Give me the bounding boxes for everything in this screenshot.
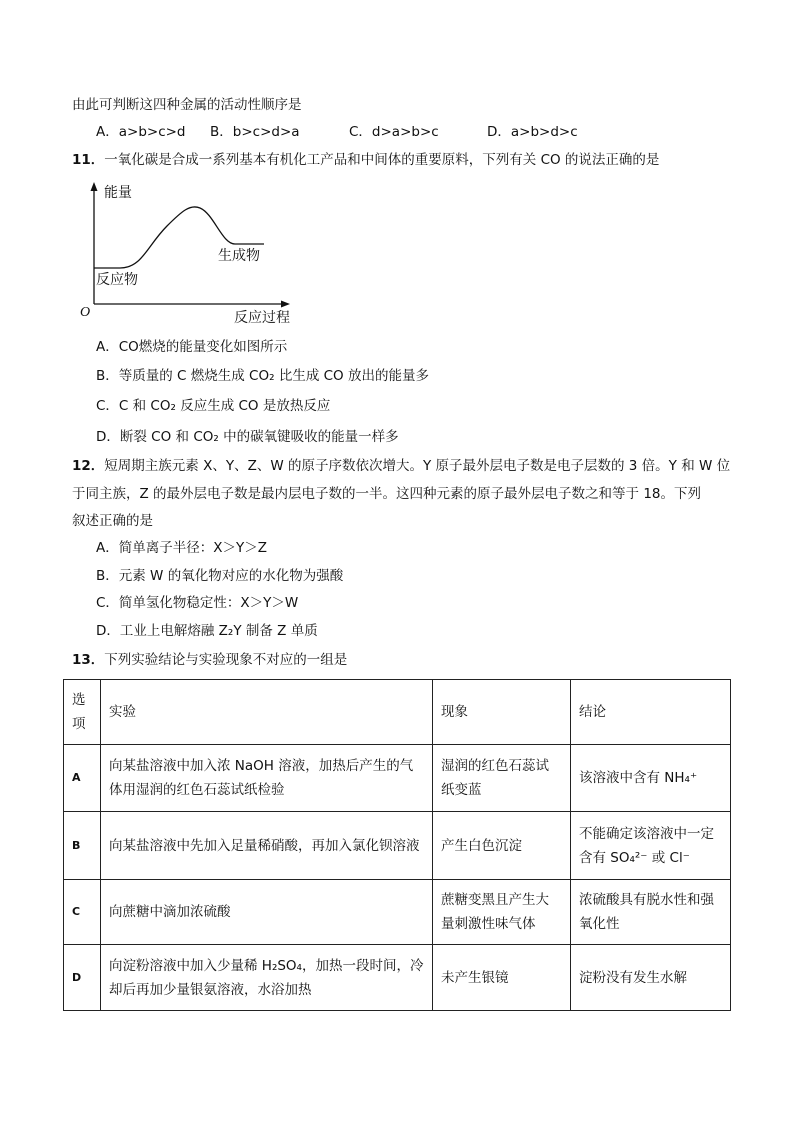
y-axis-label: 能量 (104, 185, 132, 201)
header-experiment: 实验 (101, 680, 433, 745)
q10-option-c: C．d>a>b>c (349, 124, 439, 140)
q12-option-d: D．工业上电解熔融 Z₂Y 制备 Z 单质 (96, 623, 318, 639)
x-axis-arrow-icon (281, 301, 290, 308)
q13-number: 13． (72, 652, 105, 668)
q11-stem: 一氧化碳是合成一系列基本有机化工产品和中间体的重要原料，下列有关 CO 的说法正确的是 (104, 152, 660, 168)
row-d-experiment: 向淀粉溶液中加入少量稀 H₂SO₄，加热一段时间，冷却后再加少量银氨溶液，水浴加热 (101, 945, 433, 1011)
q12-stem-3: 叙述正确的是 (72, 513, 153, 529)
row-c-conclusion: 浓硫酸具有脱水性和强氧化性 (571, 880, 731, 945)
q11-option-d: D．断裂 CO 和 CO₂ 中的碳氧键吸收的能量一样多 (96, 429, 399, 445)
q12-question-line-1 (72, 456, 730, 476)
q12-stem-2: 于同主族，Z 的最外层电子数是最内层电子数的一半。这四种元素的原子最外层电子数之和等于 18。下列 (72, 486, 702, 502)
table-row (64, 812, 731, 880)
energy-diagram (72, 176, 312, 332)
row-c-phenomenon: 蔗糖变黑且产生大量刺激性味气体 (433, 880, 571, 945)
row-b-phenomenon: 产生白色沉淀 (433, 812, 571, 880)
x-axis-label: 反应过程 (234, 310, 290, 326)
row-b-experiment: 向某盐溶液中先加入足量稀硝酸，再加入氯化钡溶液 (101, 812, 433, 880)
q12-option-b: B．元素 W 的氧化物对应的水化物为强酸 (96, 568, 344, 584)
q11-question (72, 150, 659, 170)
q11-option-c: C．C 和 CO₂ 反应生成 CO 是放热反应 (96, 398, 331, 414)
intro-text: 由此可判断这四种金属的活动性顺序是 (72, 97, 302, 113)
origin-label: O (80, 305, 91, 320)
row-b-conclusion: 不能确定该溶液中一定含有 SO₄²⁻ 或 Cl⁻ (571, 812, 731, 880)
product-label: 生成物 (218, 248, 260, 264)
table-row (64, 745, 731, 812)
row-b-option: B (64, 812, 101, 880)
row-c-option: C (64, 880, 101, 945)
y-axis-arrow-icon (91, 182, 98, 191)
row-a-experiment: 向某盐溶液中加入浓 NaOH 溶液，加热后产生的气体用湿润的红色石蕊试纸检验 (101, 745, 433, 812)
row-a-option: A (64, 745, 101, 812)
q13-stem: 下列实验结论与实验现象不对应的一组是 (104, 652, 348, 668)
q11-option-a: A．CO燃烧的能量变化如图所示 (96, 339, 288, 355)
table-row (64, 945, 731, 1011)
q11-option-b: B．等质量的 C 燃烧生成 CO₂ 比生成 CO 放出的能量多 (96, 368, 429, 384)
table-header-row (64, 680, 731, 745)
row-d-conclusion: 淀粉没有发生水解 (571, 945, 731, 1011)
row-d-phenomenon: 未产生银镜 (433, 945, 571, 1011)
q10-option-b: B．b>c>d>a (210, 124, 300, 140)
q11-number: 11． (72, 152, 105, 168)
q10-option-a: A．a>b>c>d (96, 124, 186, 140)
row-d-option: D (64, 945, 101, 1011)
experiment-table (63, 679, 731, 1011)
q12-option-a: A．简单离子半径：X＞Y＞Z (96, 540, 267, 556)
header-option: 选项 (64, 680, 101, 745)
q12-stem-1: 短周期主族元素 X、Y、Z、W 的原子序数依次增大。Y 原子最外层电子数是电子层数的 3 倍。Y 和 W 位 (104, 458, 731, 474)
energy-diagram-svg (72, 176, 312, 332)
q13-question (72, 650, 347, 670)
table-row (64, 880, 731, 945)
reactant-label: 反应物 (96, 272, 138, 288)
row-a-phenomenon: 湿润的红色石蕊试纸变蓝 (433, 745, 571, 812)
row-c-experiment: 向蔗糖中滴加浓硫酸 (101, 880, 433, 945)
row-a-conclusion: 该溶液中含有 NH₄⁺ (571, 745, 731, 812)
q12-option-c: C．简单氢化物稳定性：X＞Y＞W (96, 595, 299, 611)
header-phenomenon: 现象 (433, 680, 571, 745)
q12-number: 12． (72, 458, 105, 474)
q10-option-d: D．a>b>d>c (487, 124, 578, 140)
header-conclusion: 结论 (571, 680, 731, 745)
